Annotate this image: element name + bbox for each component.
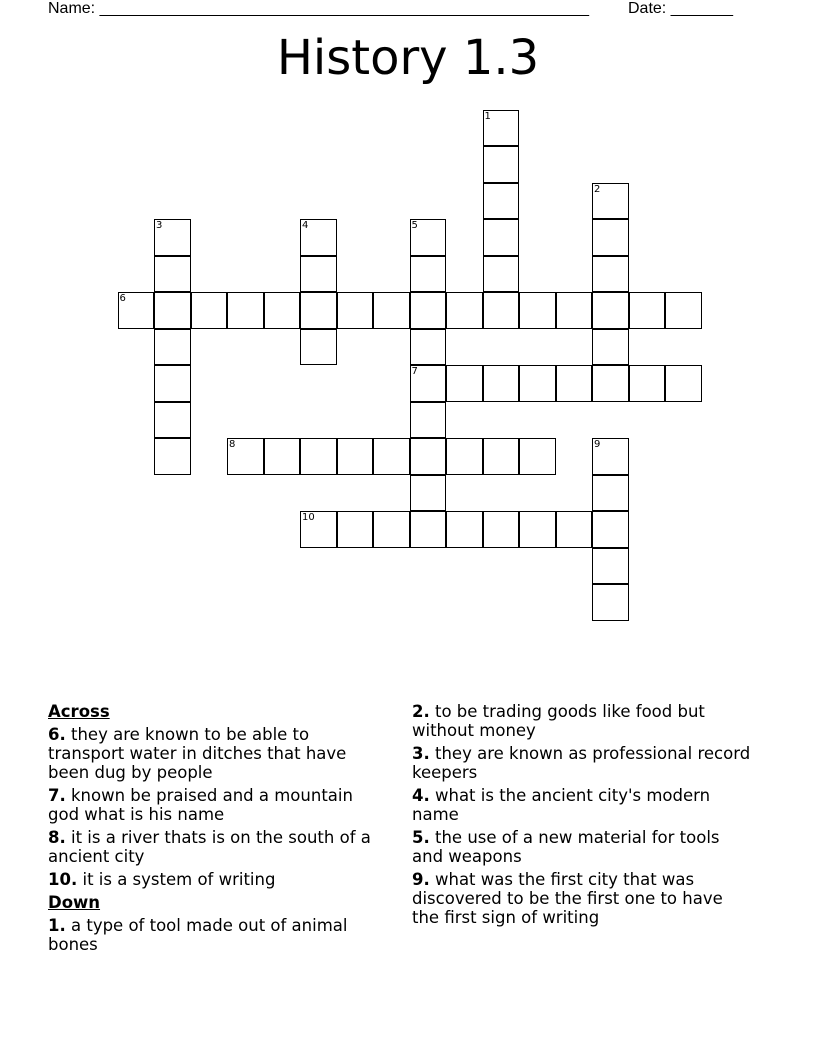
crossword-cell[interactable] bbox=[446, 511, 483, 548]
crossword-cell[interactable] bbox=[483, 110, 520, 147]
crossword-cell[interactable] bbox=[410, 292, 447, 329]
crossword-cell[interactable] bbox=[410, 365, 447, 402]
clue-number: 7. bbox=[48, 786, 66, 805]
crossword-cell[interactable] bbox=[592, 548, 629, 585]
crossword-cell[interactable] bbox=[592, 511, 629, 548]
crossword-cell[interactable] bbox=[483, 256, 520, 293]
crossword-cell[interactable] bbox=[227, 292, 264, 329]
down-clue-list-continued bbox=[412, 702, 752, 927]
clue-text: it is a system of writing bbox=[77, 870, 276, 889]
crossword-cell[interactable] bbox=[300, 329, 337, 366]
cell-number: 7 bbox=[411, 366, 418, 377]
crossword-cell[interactable] bbox=[191, 292, 228, 329]
crossword-cell[interactable] bbox=[592, 219, 629, 256]
crossword-cell[interactable] bbox=[592, 329, 629, 366]
crossword-cell[interactable] bbox=[337, 292, 374, 329]
clue-text: known be praised and a mountain god what is his name bbox=[48, 786, 353, 824]
crossword-cell[interactable] bbox=[154, 329, 191, 366]
down-clue-list bbox=[48, 916, 380, 954]
crossword-cell[interactable] bbox=[154, 365, 191, 402]
crossword-cell[interactable] bbox=[300, 256, 337, 293]
crossword-cell[interactable] bbox=[483, 365, 520, 402]
crossword-cell[interactable] bbox=[410, 329, 447, 366]
clue-item bbox=[412, 828, 752, 866]
clue-item bbox=[412, 702, 752, 740]
crossword-cell[interactable] bbox=[592, 292, 629, 329]
clue-item bbox=[412, 870, 752, 927]
clues-left-column bbox=[48, 702, 380, 958]
crossword-cell[interactable] bbox=[556, 365, 593, 402]
crossword-cell[interactable] bbox=[446, 438, 483, 475]
crossword-cell[interactable] bbox=[154, 219, 191, 256]
crossword-cell[interactable] bbox=[300, 219, 337, 256]
crossword-cell[interactable] bbox=[410, 438, 447, 475]
crossword-cell[interactable] bbox=[629, 292, 666, 329]
page-title: History 1.3 bbox=[276, 30, 540, 86]
crossword-cell[interactable] bbox=[665, 365, 702, 402]
clues-right-column bbox=[412, 702, 752, 931]
crossword-cell[interactable] bbox=[556, 292, 593, 329]
crossword-cell[interactable] bbox=[264, 292, 301, 329]
crossword-cell[interactable] bbox=[592, 475, 629, 512]
clue-text: they are known to be able to transport water in ditches that have been dug by people bbox=[48, 725, 347, 782]
clue-item bbox=[48, 870, 380, 889]
crossword-cell[interactable] bbox=[410, 256, 447, 293]
clue-text: it is a river thats is on the south of a ancient city bbox=[48, 828, 371, 866]
crossword-cell[interactable] bbox=[519, 292, 556, 329]
cell-number: 4 bbox=[302, 220, 309, 231]
crossword-cell[interactable] bbox=[410, 402, 447, 439]
crossword-cell[interactable] bbox=[592, 584, 629, 621]
name-field-label: Name: _______________________________________________________ bbox=[48, 0, 589, 17]
clue-number: 10. bbox=[48, 870, 78, 889]
crossword-cell[interactable] bbox=[154, 292, 191, 329]
clue-text: what is the ancient city's modern name bbox=[412, 786, 711, 824]
crossword-cell[interactable] bbox=[483, 146, 520, 183]
clue-text: to be trading goods like food but without money bbox=[412, 702, 705, 740]
cell-number: 9 bbox=[594, 439, 601, 450]
clue-number: 9. bbox=[412, 870, 430, 889]
crossword-cell[interactable] bbox=[410, 475, 447, 512]
crossword-cell[interactable] bbox=[446, 292, 483, 329]
clue-number: 2. bbox=[412, 702, 430, 721]
crossword-cell[interactable] bbox=[227, 438, 264, 475]
cell-number: 3 bbox=[156, 220, 163, 231]
crossword-cell[interactable] bbox=[629, 365, 666, 402]
crossword-cell[interactable] bbox=[410, 219, 447, 256]
crossword-cell[interactable] bbox=[410, 511, 447, 548]
crossword-cell[interactable] bbox=[154, 256, 191, 293]
crossword-cell[interactable] bbox=[519, 438, 556, 475]
cell-number: 5 bbox=[411, 220, 418, 231]
crossword-cell[interactable] bbox=[337, 511, 374, 548]
clue-text: they are known as professional record keepers bbox=[412, 744, 751, 782]
cell-number: 8 bbox=[229, 439, 236, 450]
clue-number: 3. bbox=[412, 744, 430, 763]
clue-number: 8. bbox=[48, 828, 66, 847]
crossword-cell[interactable] bbox=[300, 292, 337, 329]
clue-number: 1. bbox=[48, 916, 66, 935]
crossword-cell[interactable] bbox=[665, 292, 702, 329]
clue-item bbox=[412, 786, 752, 824]
cell-number: 6 bbox=[119, 293, 126, 304]
across-heading: Across bbox=[48, 702, 110, 721]
clue-item bbox=[48, 725, 380, 782]
crossword-cell[interactable] bbox=[592, 438, 629, 475]
across-clue-list bbox=[48, 725, 380, 889]
crossword-cell[interactable] bbox=[483, 183, 520, 220]
crossword-cell[interactable] bbox=[154, 402, 191, 439]
crossword-cell[interactable] bbox=[337, 438, 374, 475]
crossword-cell[interactable] bbox=[483, 511, 520, 548]
clue-text: the use of a new material for tools and weapons bbox=[412, 828, 720, 866]
crossword-cell[interactable] bbox=[264, 438, 301, 475]
clue-number: 6. bbox=[48, 725, 66, 744]
crossword-cell[interactable] bbox=[483, 292, 520, 329]
crossword-cell[interactable] bbox=[154, 438, 191, 475]
crossword-cell[interactable] bbox=[592, 365, 629, 402]
date-field-label: Date: _______ bbox=[628, 0, 733, 17]
crossword-cell[interactable] bbox=[118, 292, 155, 329]
clue-item bbox=[48, 916, 380, 954]
clue-item bbox=[48, 828, 380, 866]
crossword-cell[interactable] bbox=[556, 511, 593, 548]
clue-text: a type of tool made out of animal bones bbox=[48, 916, 348, 954]
clue-number: 4. bbox=[412, 786, 430, 805]
cell-number: 2 bbox=[594, 183, 601, 195]
crossword-cell[interactable] bbox=[373, 438, 410, 475]
crossword-cell[interactable] bbox=[592, 256, 629, 293]
crossword-cell[interactable] bbox=[446, 365, 483, 402]
clue-number: 5. bbox=[412, 828, 430, 847]
crossword-cell[interactable] bbox=[300, 438, 337, 475]
clue-text: what was the first city that was discovered to be the first one to have the first sign of writing bbox=[412, 870, 723, 927]
down-heading: Down bbox=[48, 893, 101, 912]
cell-number: 10 bbox=[302, 512, 315, 523]
crossword-cell[interactable] bbox=[300, 511, 337, 548]
crossword-cell[interactable] bbox=[483, 219, 520, 256]
cell-number: 1 bbox=[484, 110, 491, 122]
crossword-cell[interactable] bbox=[519, 511, 556, 548]
clue-item bbox=[412, 744, 752, 782]
clue-item bbox=[48, 786, 380, 824]
crossword-cell[interactable] bbox=[373, 292, 410, 329]
crossword-cell[interactable] bbox=[519, 365, 556, 402]
crossword-cell[interactable] bbox=[592, 183, 629, 220]
crossword-cell[interactable] bbox=[373, 511, 410, 548]
crossword-cell[interactable] bbox=[483, 438, 520, 475]
